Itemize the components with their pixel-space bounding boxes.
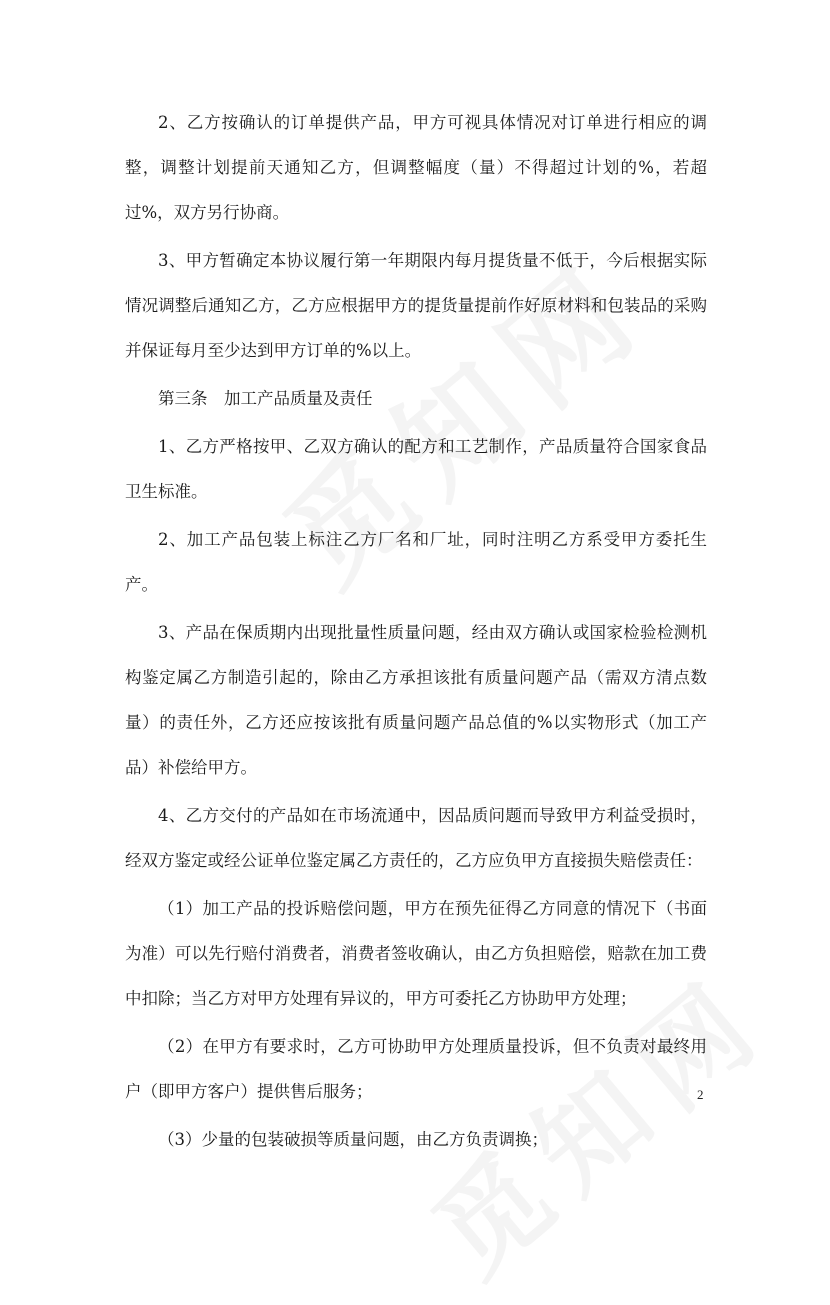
paragraph-clause-2-3: 3、甲方暂确定本协议履行第一年期限内每月提货量不低于，今后根据实际情况调整后通知乙方，乙方应根据甲方的提货量提前作好原材料和包装品的采购并保证每月至少达到甲方订单的%以上。 — [125, 251, 707, 360]
paragraph-clause-2-2: 2、乙方按确认的订单提供产品，甲方可视具体情况对订单进行相应的调整，调整计划提前天通知乙方，但调整幅度（量）不得超过计划的%，若超过%，双方另行协商。 — [125, 113, 707, 222]
section-heading-article-3: 第三条 加工产品质量及责任 — [158, 389, 373, 408]
paragraph-clause-3-1: 1、乙方严格按甲、乙双方确认的配方和工艺制作，产品质量符合国家食品卫生标准。 — [125, 437, 707, 501]
document-body — [125, 100, 707, 1165]
paragraph-item-2: （2）在甲方有要求时，乙方可协助甲方处理质量投诉，但不负责对最终用户（即甲方客户）提供售后服务； — [125, 1037, 707, 1101]
paragraph-clause-3-2: 2、加工产品包装上标注乙方厂名和厂址，同时注明乙方系受甲方委托生产。 — [125, 530, 707, 594]
paragraph-clause-3-4: 4、乙方交付的产品如在市场流通中，因品质问题而导致甲方利益受损时，经双方鉴定或经公证单位鉴定属乙方责任的，乙方应负甲方直接损失赔偿责任： — [125, 806, 707, 870]
page-number: 2 — [697, 1087, 704, 1102]
paragraph-item-1: （1）加工产品的投诉赔偿问题，甲方在预先征得乙方同意的情况下（书面为准）可以先行赔付消费者，消费者签收确认，由乙方负担赔偿，赔款在加工费中扣除；当乙方对甲方处理有异议的，甲方可委托乙方协助甲方处理； — [125, 899, 707, 1008]
paragraph-item-3: （3）少量的包装破损等质量问题，由乙方负责调换； — [158, 1130, 548, 1149]
paragraph-clause-3-3: 3、产品在保质期内出现批量性质量问题，经由双方确认或国家检验检测机构鉴定属乙方制造引起的，除由乙方承担该批有质量问题产品（需双方清点数量）的责任外，乙方还应按该批有质量问题产品总值的%以实物形式（加工产品）补偿给甲方。 — [125, 623, 707, 777]
